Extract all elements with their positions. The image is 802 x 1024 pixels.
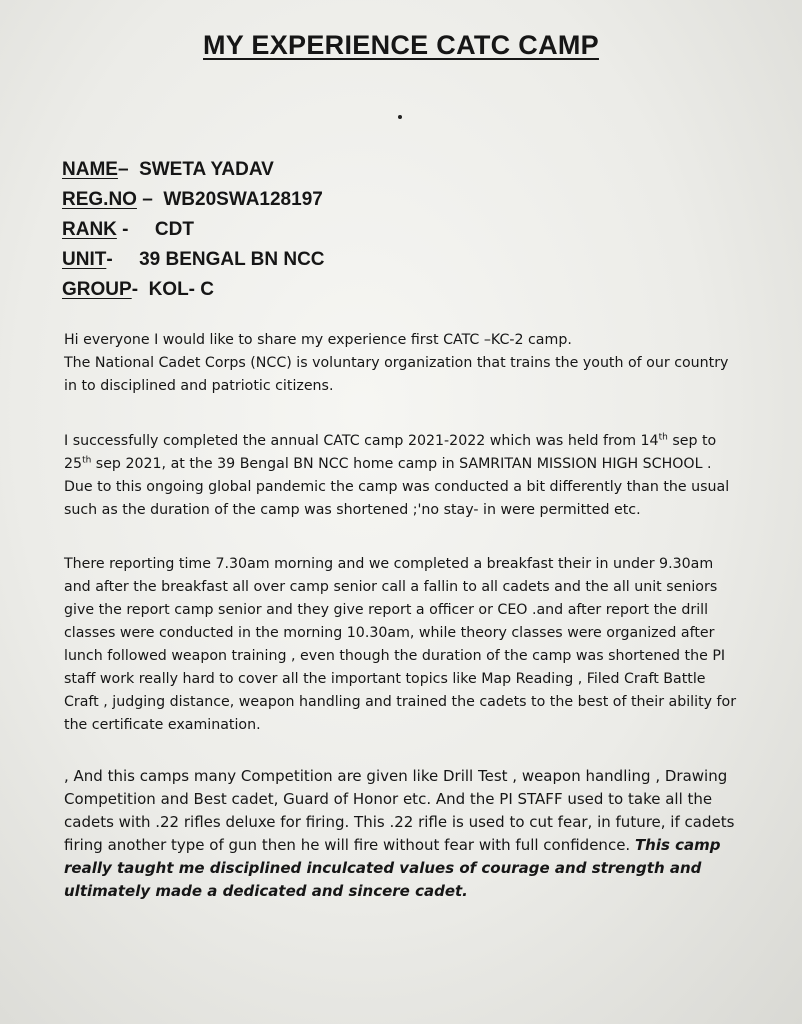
detail-row-name: NAME– SWETA YADAV (62, 155, 325, 185)
schedule-paragraph: There reporting time 7.30am morning and we completed a breakfast their in under 9.30am and after the breakfast all over camp senior call a fallin to all cadets and the all unit seniors give the report camp senior and they give report a officer or CEO .and after report the drill classes were conducted in the morning 10.30am, while theory classes were organized after lunch followed weapon training , even though the duration of the camp was shortened the PI staff work really hard to cover all the important topics like Map Reading , Filed Craft Battle Craft , judging distance, weapon handling and trained the cadets to the best of their ability for the certificate examination. (64, 556, 737, 733)
intro-line-1: Hi everyone I would like to share my experience first CATC –KC-2 camp. (64, 332, 572, 348)
detail-label: REG.NO (62, 189, 137, 210)
detail-value: KOL- C (148, 279, 215, 300)
document-title: MY EXPERIENCE CATC CAMP (203, 30, 599, 60)
completion-paragraph: I successfully completed the annual CATC camp 2021-2022 which was held from 14th sep to 25th sep 2021, at the 39 Bengal BN NCC home camp in SAMRITAN MISSION HIGH SCHOOL . Due to this ongoing global pandemic the camp was conducted a bit differently than the usual such as the duration of the camp was shortened ;'no stay- in were permitted etc. (64, 432, 730, 518)
closing-paragraph (64, 765, 744, 903)
detail-row-group: GROUP- KOL- C (62, 275, 325, 305)
stray-dot (398, 115, 402, 119)
detail-value: CDT (154, 219, 194, 240)
intro-line-2: The National Cadet Corps (NCC) is voluntary organization that trains the youth of our country in to disciplined and patriotic citizens. (64, 355, 729, 394)
cadet-details (62, 155, 325, 305)
closing-emphasis: This camp really taught me disciplined inculcated values of courage and strength and ultimately made a dedicated and sincere cadet. (64, 836, 721, 900)
detail-label: UNIT (62, 249, 107, 270)
detail-row-rank: RANK - CDT (62, 215, 325, 245)
detail-label: NAME (62, 159, 118, 180)
detail-label: RANK (62, 219, 117, 240)
detail-value: WB20SWA128197 (163, 189, 323, 210)
detail-row-regno: REG.NO – WB20SWA128197 (62, 185, 325, 215)
detail-value: SWETA YADAV (139, 159, 274, 180)
detail-row-unit: UNIT- 39 BENGAL BN NCC (62, 245, 325, 275)
closing-text: , And this camps many Competition are given like Drill Test , weapon handling , Drawing Competition and Best cadet, Guard of Honor etc. And the PI STAFF used to take all the cadets with .22 rifles deluxe for firing. This .22 rifle is used to cut fear, in future, if cadets firing another type of gun then he will fire without fear with full confidence. (64, 767, 735, 854)
detail-value: 39 BENGAL BN NCC (139, 249, 325, 270)
detail-label: GROUP (62, 279, 132, 300)
intro-paragraph (64, 329, 744, 398)
